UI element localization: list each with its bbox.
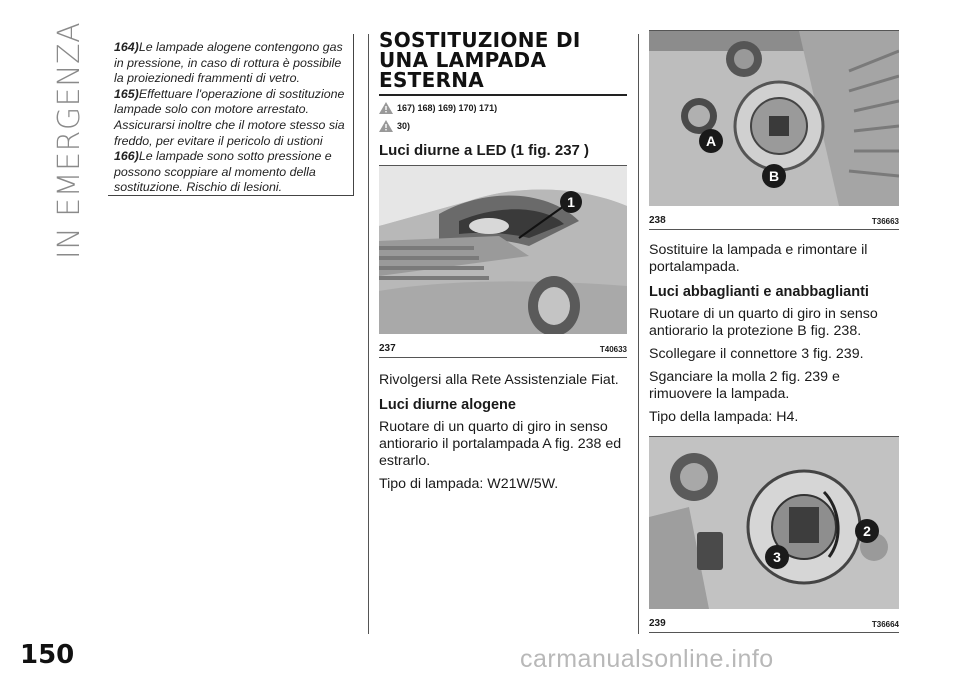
column-divider bbox=[638, 34, 639, 634]
drl-halogen-heading: Luci diurne alogene bbox=[379, 397, 516, 413]
warning-triangle-icon bbox=[379, 102, 393, 114]
column-middle bbox=[379, 30, 627, 499]
headlights-p2: Ruotare di un quarto di giro in senso antiorario la protezione B fig. 238. bbox=[649, 306, 878, 339]
warning-text: Effettuare l'operazione di sostituzione lampade solo con motore arrestato. Assicurarsi inoltre che il motore stesso sia freddo, per evitare il pericolo di ustioni bbox=[114, 86, 345, 148]
headlights-p5: Tipo della lampada: H4. bbox=[649, 409, 799, 425]
caution-triangle-icon bbox=[379, 120, 393, 132]
bulb-holder-photo bbox=[649, 437, 899, 609]
warnings-box bbox=[108, 34, 354, 196]
figure-237 bbox=[379, 165, 627, 358]
caution-refs bbox=[379, 120, 627, 132]
warning-item bbox=[114, 40, 345, 87]
page-number: 150 bbox=[20, 640, 75, 670]
warning-number: 166) bbox=[114, 149, 139, 164]
side-tab bbox=[40, 21, 100, 260]
headlamp-rear-photo bbox=[649, 31, 899, 206]
side-tab-label: IN EMERGENZA bbox=[52, 21, 88, 260]
headlights-heading: Luci abbaglianti e anabbaglianti bbox=[649, 284, 869, 300]
drl-led-heading: Luci diurne a LED (1 fig. 237 ) bbox=[379, 142, 590, 159]
warning-text: Le lampade alogene contengono gas in pressione, in caso di rottura è possibile la proiezionedi frammenti di vetro. bbox=[114, 40, 343, 86]
headlights-p4: Sganciare la molla 2 fig. 239 e rimuovere la lampada. bbox=[649, 369, 840, 402]
figure-number: 237 bbox=[379, 343, 396, 354]
figure-caption bbox=[649, 614, 899, 633]
column-divider bbox=[368, 34, 369, 634]
callout-a: A bbox=[705, 133, 717, 149]
figure-caption bbox=[649, 211, 899, 230]
column-right bbox=[649, 30, 899, 633]
warning-item bbox=[114, 87, 345, 149]
figure-code: T36663 bbox=[871, 217, 899, 226]
replace-lamp-text: Sostituire la lampada e rimontare il portalampada. bbox=[649, 242, 868, 275]
callout-2: 2 bbox=[863, 523, 871, 539]
figure-number: 238 bbox=[649, 215, 666, 226]
headlamp-photo bbox=[379, 166, 627, 334]
section-title-line: SOSTITUZIONE DI bbox=[379, 28, 581, 52]
headlights-p3: Scollegare il connettore 3 fig. 239. bbox=[649, 346, 864, 362]
warning-number: 165) bbox=[114, 86, 139, 101]
drl-halogen-p2: Tipo di lampada: W21W/5W. bbox=[379, 476, 559, 492]
drl-led-text: Rivolgersi alla Rete Assistenziale Fiat. bbox=[379, 372, 619, 388]
section-title bbox=[379, 30, 627, 96]
watermark: carmanualsonline.info bbox=[520, 645, 774, 673]
figure-number: 239 bbox=[649, 618, 666, 629]
warning-number: 164) bbox=[114, 40, 139, 54]
figure-code: T36664 bbox=[871, 620, 899, 629]
warning-item bbox=[114, 149, 345, 196]
figure-caption bbox=[379, 339, 627, 358]
section-title-line: ESTERNA bbox=[379, 68, 485, 92]
figure-238 bbox=[649, 30, 899, 230]
callout-b: B bbox=[768, 168, 780, 184]
callout-1: 1 bbox=[567, 194, 575, 210]
section-title-line: UNA LAMPADA bbox=[379, 48, 547, 72]
warning-refs-text: 167) 168) 169) 170) 171) bbox=[397, 103, 498, 113]
figure-239 bbox=[649, 436, 899, 633]
figure-code: T40633 bbox=[599, 345, 627, 354]
warning-text: Le lampade sono sotto pressione e possono scoppiare al momento della sostituzione. Rischio di lesioni. bbox=[114, 149, 332, 195]
warning-refs bbox=[379, 102, 627, 114]
caution-refs-text: 30) bbox=[397, 121, 411, 131]
drl-halogen-p1: Ruotare di un quarto di giro in senso antiorario il portalampada A fig. 238 ed estrarlo. bbox=[379, 419, 622, 469]
callout-3: 3 bbox=[773, 549, 781, 565]
